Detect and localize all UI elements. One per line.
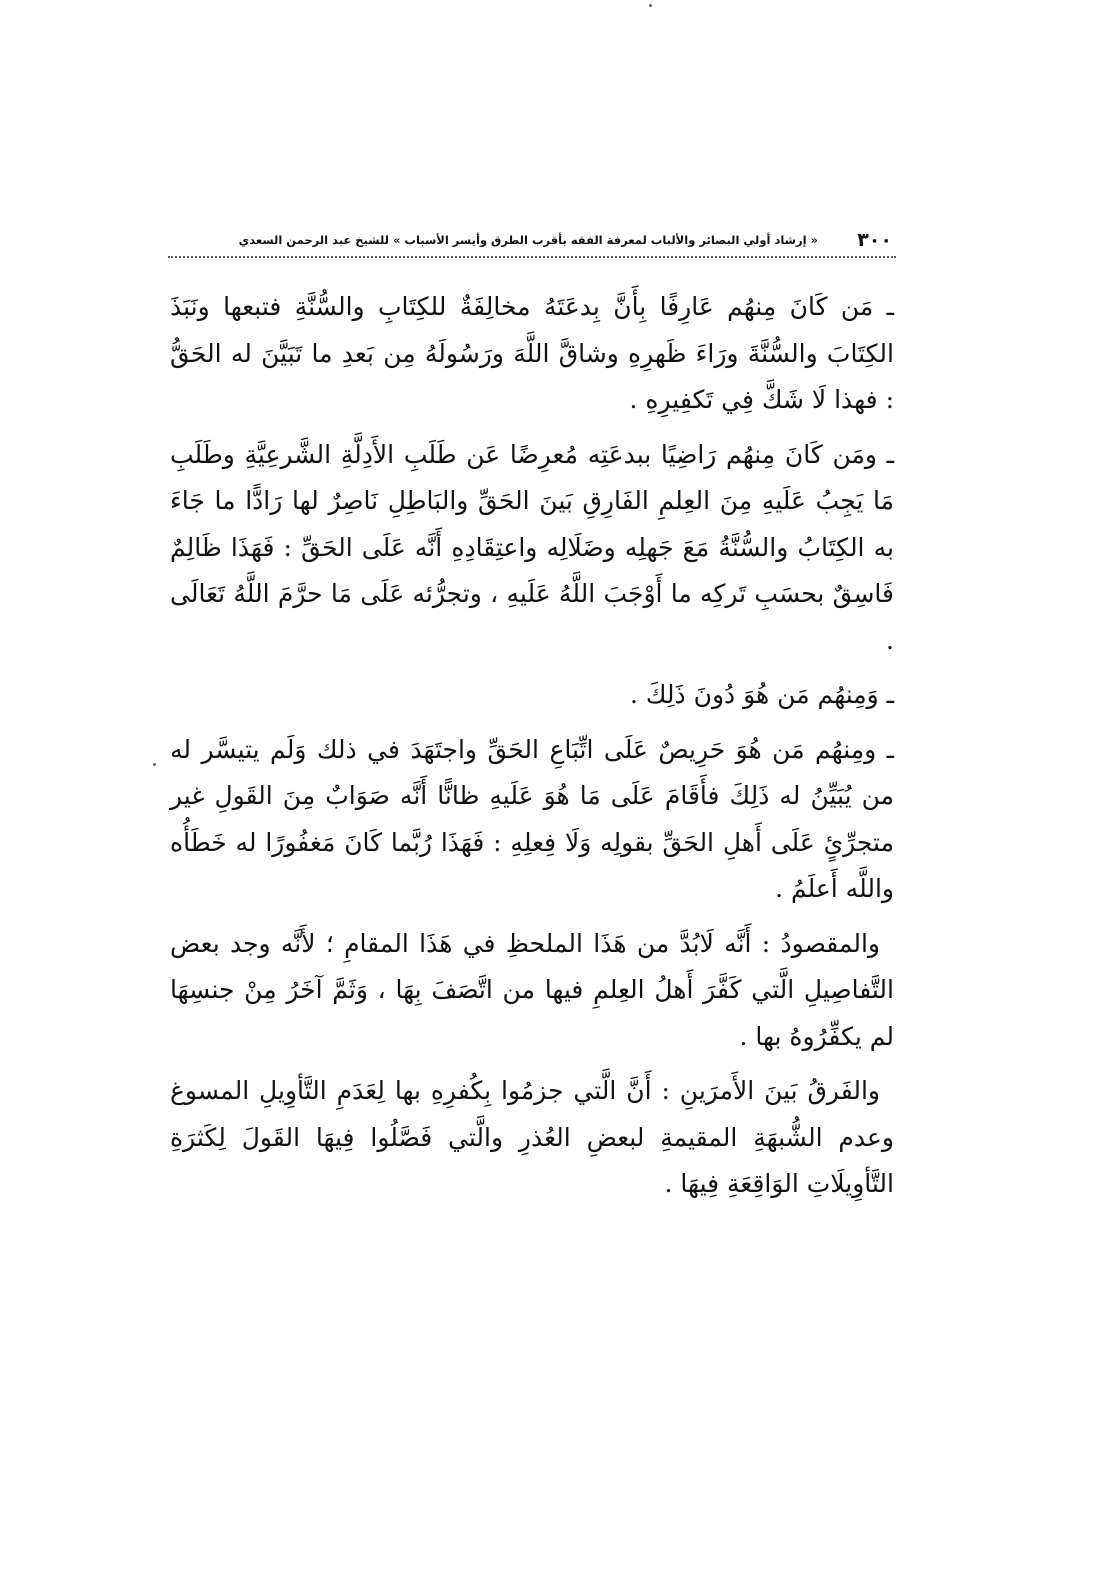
paragraph-content-innovator: ـ ومَن كَانَ مِنهُم رَاضِيًا ببدعَتِه مُعرِضًا عَن طَلَبِ الأَدِلَّةِ الشَّرعِيَّةِ وطَلَبِ مَا يَجِبُ عَلَيهِ مِنَ العِلمِ الفَارِقِ بَينَ الحَقِّ والبَاطِلِ نَاصِرٌ لها رَادًّا ما جَاءَ به الكِتَابُ والسُّنَّةُ مَعَ جَهلِه وضَلَالِه واعتِقَادِهِ أَنَّه عَلَى الحَقِّ : فَهَذَا ظَالِمٌ فَاسِقٌ بحسَبِ تَركِه ما أَوْجَبَ اللَّهُ عَلَيهِ ، وتجرُّئه عَلَى مَا حرَّمَ اللَّهُ تَعَالَى . [170,439,894,655]
paragraph-the-difference: والفَرقُ بَينَ الأَمرَينِ : أَنَّ الَّتي جزمُوا بِكُفرِهِ بها لِعَدَمِ التَّأوِيلِ المسوغ وعدم الشُّبهَةِ المقيمةِ لبعضِ العُذرِ والَّتي فَصَّلُوا فِيهَا القَولَ لِكَثرَةِ التَّأوِيلَاتِ الوَاقِعَةِ فِيهَا . [170,1076,894,1198]
running-header [168,228,896,252]
running-title: « إرشاد أولي البصائر والألباب لمعرفة الفقه بأقرب الطرق وأيسر الأسباب » للشيخ عبد الرحمن السعدي [238,233,818,247]
page-number: ٣٠٠ [857,229,892,251]
scan-speck [649,4,652,7]
paragraph-lesser-category: ـ وَمِنهُم مَن هُوَ دُونَ ذَلِكَ . [629,680,894,709]
scan-speck [153,763,156,766]
paragraph-truth-seeker: ـ ومِنهُم مَن هُوَ حَرِيصٌ عَلَى اتِّبَاعِ الحَقِّ واجتَهَدَ في ذلك وَلَم يتيسَّر له من يُبَيِّنُ له ذَلِكَ فأَقَامَ عَلَى مَا هُوَ عَلَيهِ ظانًّا أَنَّه صَوَابٌ مِنَ القَولِ غير متجرِّئٍ عَلَى أَهلِ الحَقِّ بقولِه وَلَا فِعلِهِ : فَهَذَا رُبَّما كَانَ مَغفُورًا له خَطَأُه واللَّه أَعلَمُ . [170,734,894,903]
paragraph-the-point: والمقصودُ : أَنَّه لَابُدَّ من هَذَا الملحظِ في هَذَا المقامِ ؛ لأَنَّه وجد بعض التَّفاصِيلِ الَّتي كَفَّرَ أَهلُ العِلمِ فيها من اتَّصَفَ بِهَا ، وَثَمَّ آخَرُ مِنْ جنسِهَا لم يكفِّرُوهُ بها . [170,928,894,1051]
header-divider [168,256,896,258]
paragraph-knowing-innovator: ـ مَن كَانَ مِنهُم عَارِفًا بِأَنَّ بِدعَتَهُ مخالِفَةٌ للكِتَابِ والسُّنَّةِ فتبعها ونَبَذَ الكِتَابَ والسُّنَّةَ ورَاءَ ظَهرِهِ وشاقَّ اللَّهَ ورَسُولَهُ مِن بَعدِ ما تَبَيَّنَ له الحَقُّ : فهذا لَا شَكَّ فِي تَكفِيرِهِ . [170,292,894,414]
body-text [170,284,894,1216]
